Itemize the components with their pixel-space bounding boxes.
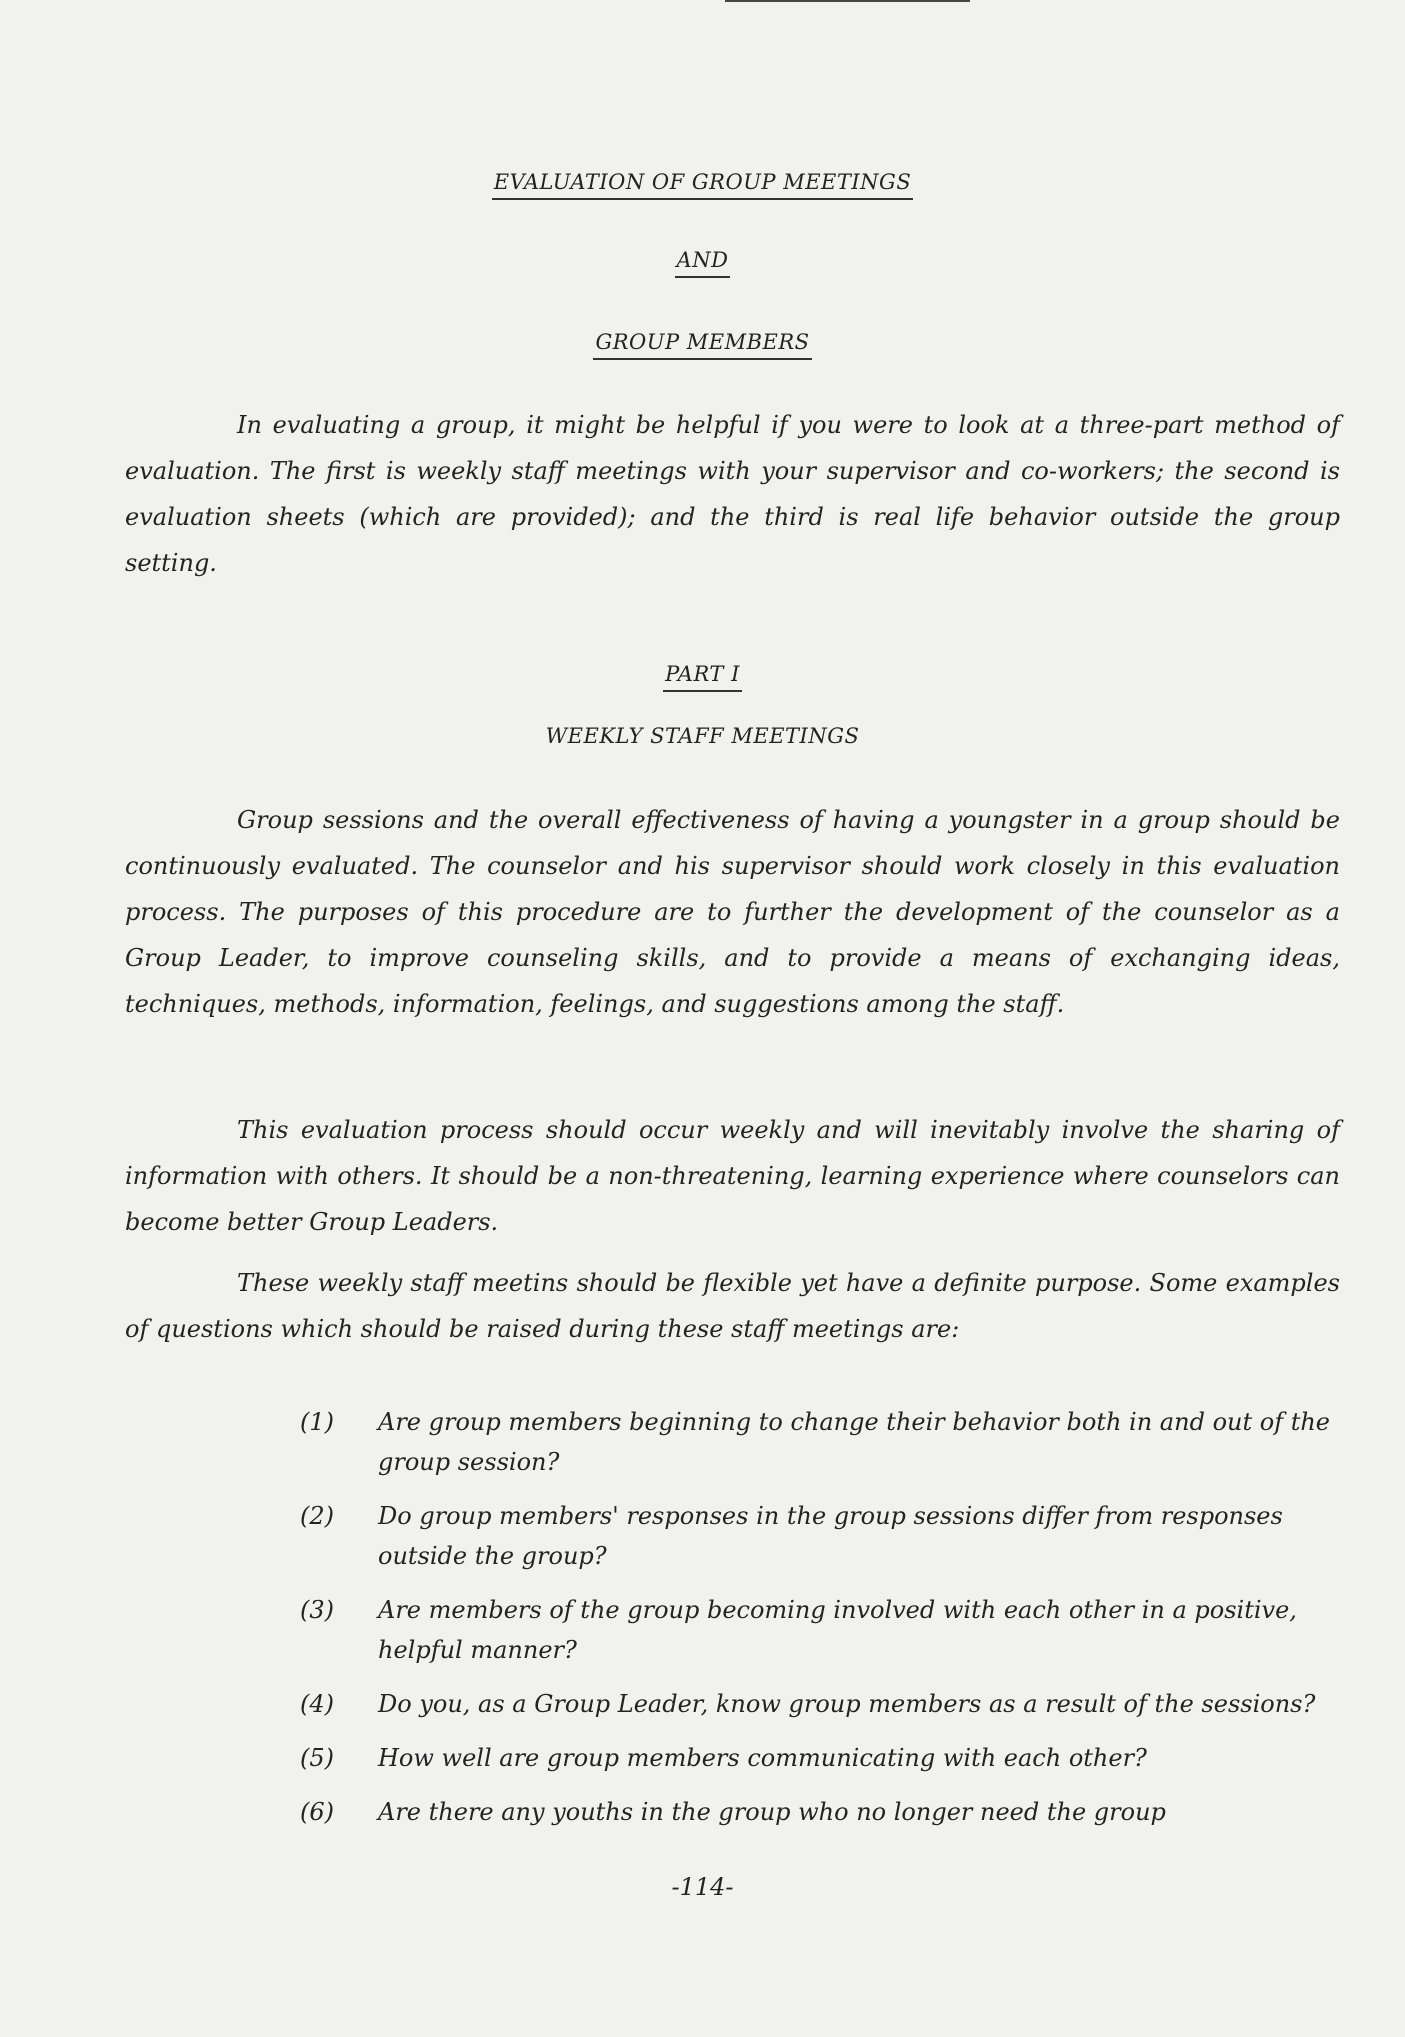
question-text: Do you, as a Group Leader, know group members as a result of the sessions?	[378, 1690, 1316, 1718]
title-line-1: EVALUATION OF GROUP MEETINGS	[0, 170, 1405, 200]
part-label: PART I	[0, 662, 1405, 692]
question-number: (3)	[300, 1596, 334, 1624]
question-number: (6)	[300, 1798, 334, 1826]
question-item	[300, 1738, 1340, 1778]
question-text: How well are group members communicating with each other?	[378, 1744, 1147, 1772]
body-paragraph-2: This evaluation process should occur weekly and will inevitably involve the sharing of information with others. It should be a non-threatening, learning experience where counselors can become better Group Leaders.	[125, 1116, 1340, 1236]
question-number: (5)	[300, 1744, 334, 1772]
question-number: (4)	[300, 1690, 334, 1718]
intro-paragraph: In evaluating a group, it might be helpful if you were to look at a three-part method of evaluation. The first is weekly staff meetings with your supervisor and co-workers; the second is evaluation sheets (which are provided); and the third is real life behavior outside the group setting.	[125, 411, 1340, 577]
question-text: Are group members beginning to change their behavior both in and out of the group session?	[378, 1408, 1331, 1476]
question-item	[300, 1684, 1340, 1724]
top-edge-rule	[725, 0, 970, 2]
question-text: Are members of the group becoming involved with each other in a positive, helpful manner?	[378, 1596, 1297, 1664]
question-item	[300, 1402, 1340, 1482]
part-subtitle: WEEKLY STAFF MEETINGS	[545, 724, 860, 748]
question-item	[300, 1590, 1340, 1670]
question-item	[300, 1792, 1340, 1832]
title-line-3: GROUP MEMBERS	[0, 330, 1405, 360]
question-number: (1)	[300, 1408, 334, 1436]
question-text: Are there any youths in the group who no longer need the group	[378, 1798, 1166, 1826]
body-paragraph-1: Group sessions and the overall effectiveness of having a youngster in a group should be continuously evaluated. The counselor and his supervisor should work closely in this evaluation process. The purposes of this procedure are to further the development of the counselor as a Group Leader, to improve counseling skills, and to provide a means of exchanging ideas, techniques, methods, information, feelings, and suggestions among the staff.	[125, 806, 1340, 1018]
question-text: Do group members' responses in the group sessions differ from responses outside the group?	[378, 1502, 1283, 1570]
title-line-2: AND	[0, 248, 1405, 278]
page-number: -114-	[671, 1873, 734, 1901]
question-item	[300, 1496, 1340, 1576]
question-number: (2)	[300, 1502, 334, 1530]
question-list	[300, 1402, 1340, 1846]
body-paragraph-3: These weekly staff meetins should be flexible yet have a definite purpose. Some examples of questions which should be raised during these staff meetings are:	[125, 1269, 1340, 1343]
